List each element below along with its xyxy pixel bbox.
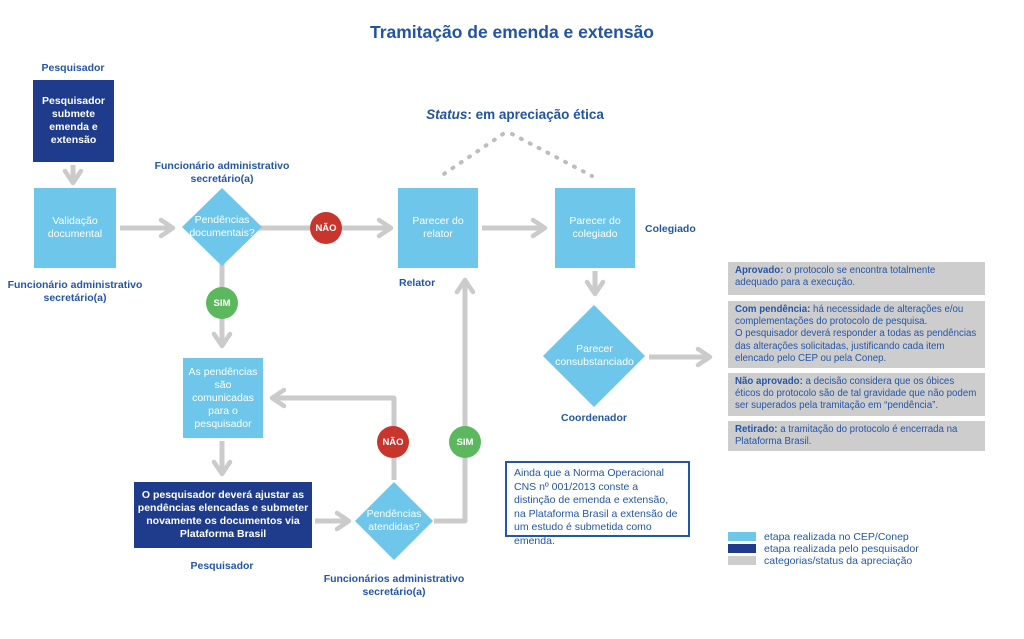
status-nao-aprovado-lead: Não aprovado: (735, 376, 803, 387)
badge-nao-1-label: NÃO (315, 222, 337, 234)
role-label-funcionario-validacao: Funcionário administrativo secretário(a) (7, 279, 143, 304)
status-nao-aprovado-body: a decisão considera que os óbices éticos do protocolo são de tal gravidade que não podem ser superados pela tramitação em “pendência”. (735, 376, 977, 412)
legend-item-categorias (728, 555, 912, 566)
legend-swatch-gray (728, 556, 756, 565)
node-validacao-documental: Validação documental (34, 188, 116, 268)
legend-label-cep-conep: etapa realizada no CEP/Conep (764, 530, 909, 543)
status-banner-rest: : em apreciação ética (467, 107, 604, 122)
page-title: Tramitação de emenda e extensão (369, 22, 655, 42)
status-pendencia-body2: O pesquisador deverá responder a todas as pendências das alterações solicitadas, justificando cada item elencado pelo CEP ou pela Conep. (735, 328, 977, 364)
status-retirado-lead: Retirado: (735, 424, 778, 435)
dashed-link-status-to-relator (441, 134, 503, 176)
status-box-com-pendencia (728, 301, 985, 368)
role-label-funcionarios-pendencias-atendidas: Funcionários administrativo secretário(a) (323, 573, 465, 598)
status-aprovado-body: o protocolo se encontra totalmente adequado para a execução. (735, 265, 936, 289)
node-pendencias-comunicadas: As pendências são comunicadas para o pesquisador (183, 358, 263, 438)
status-aprovado-lead: Aprovado: (735, 265, 784, 276)
legend-label-pesquisador: etapa realizada pelo pesquisador (764, 542, 919, 555)
arrow-pendencias-atendidas-sim-to-relator (434, 280, 465, 521)
node-parecer-do-relator: Parecer do relator (398, 188, 478, 268)
status-banner (330, 107, 700, 122)
legend-label-categorias: categorias/status da apreciação (764, 554, 913, 567)
dashed-link-status-to-colegiado (512, 134, 592, 176)
node-pesquisador-ajusta: O pesquisador deverá ajustar as pendências elencadas e submeter novamente os documentos via Plataforma Brasil (134, 482, 312, 548)
node-pesquisador-submete: Pesquisador submete emenda e extensão (33, 80, 114, 162)
role-label-pesquisador-top: Pesquisador (41, 62, 105, 74)
legend-item-cep-conep (728, 531, 909, 542)
badge-sim-2-label: SIM (456, 436, 474, 448)
status-box-retirado (728, 421, 985, 451)
status-retirado-body: a tramitação do protocolo é encerrada na Plataforma Brasil. (735, 424, 958, 448)
status-box-aprovado (728, 262, 985, 295)
diamond-label-pendencias-documentais: Pendências documentais? (189, 214, 255, 239)
node-parecer-do-colegiado: Parecer do colegiado (555, 188, 635, 268)
legend-item-pesquisador (728, 543, 919, 554)
status-box-nao-aprovado (728, 373, 985, 416)
arrow-pendencias-atendidas-nao-to-comunicadas (272, 398, 394, 480)
legend-swatch-dark-blue (728, 544, 756, 553)
role-label-coordenador: Coordenador (561, 412, 627, 424)
status-pendencia-lead: Com pendência: (735, 304, 811, 315)
note-box-norma-operacional: Ainda que a Norma Operacional CNS nº 001/2013 conste a distinção de emenda e extensão, na Plataforma Brasil a extensão de um estudo é submetida como emenda. (505, 461, 690, 537)
role-label-funcionario-pendencias-doc: Funcionário administrativo secretário(a) (154, 160, 290, 185)
badge-nao-2-label: NÃO (382, 436, 404, 448)
role-label-pesquisador-bottom: Pesquisador (190, 560, 254, 572)
badge-sim-1-label: SIM (213, 297, 231, 309)
diamond-label-parecer-consubstanciado: Parecer consubstanciado (555, 343, 634, 368)
status-pendencia-body: há necessidade de alterações e/ou complementações do protocolo de pesquisa. (735, 304, 964, 328)
legend-swatch-light-blue (728, 532, 756, 541)
role-label-relator: Relator (399, 277, 436, 289)
diamond-label-pendencias-atendidas: Pendências atendidas? (366, 508, 422, 533)
status-banner-word: Status (426, 107, 468, 122)
role-label-colegiado: Colegiado (645, 223, 696, 235)
